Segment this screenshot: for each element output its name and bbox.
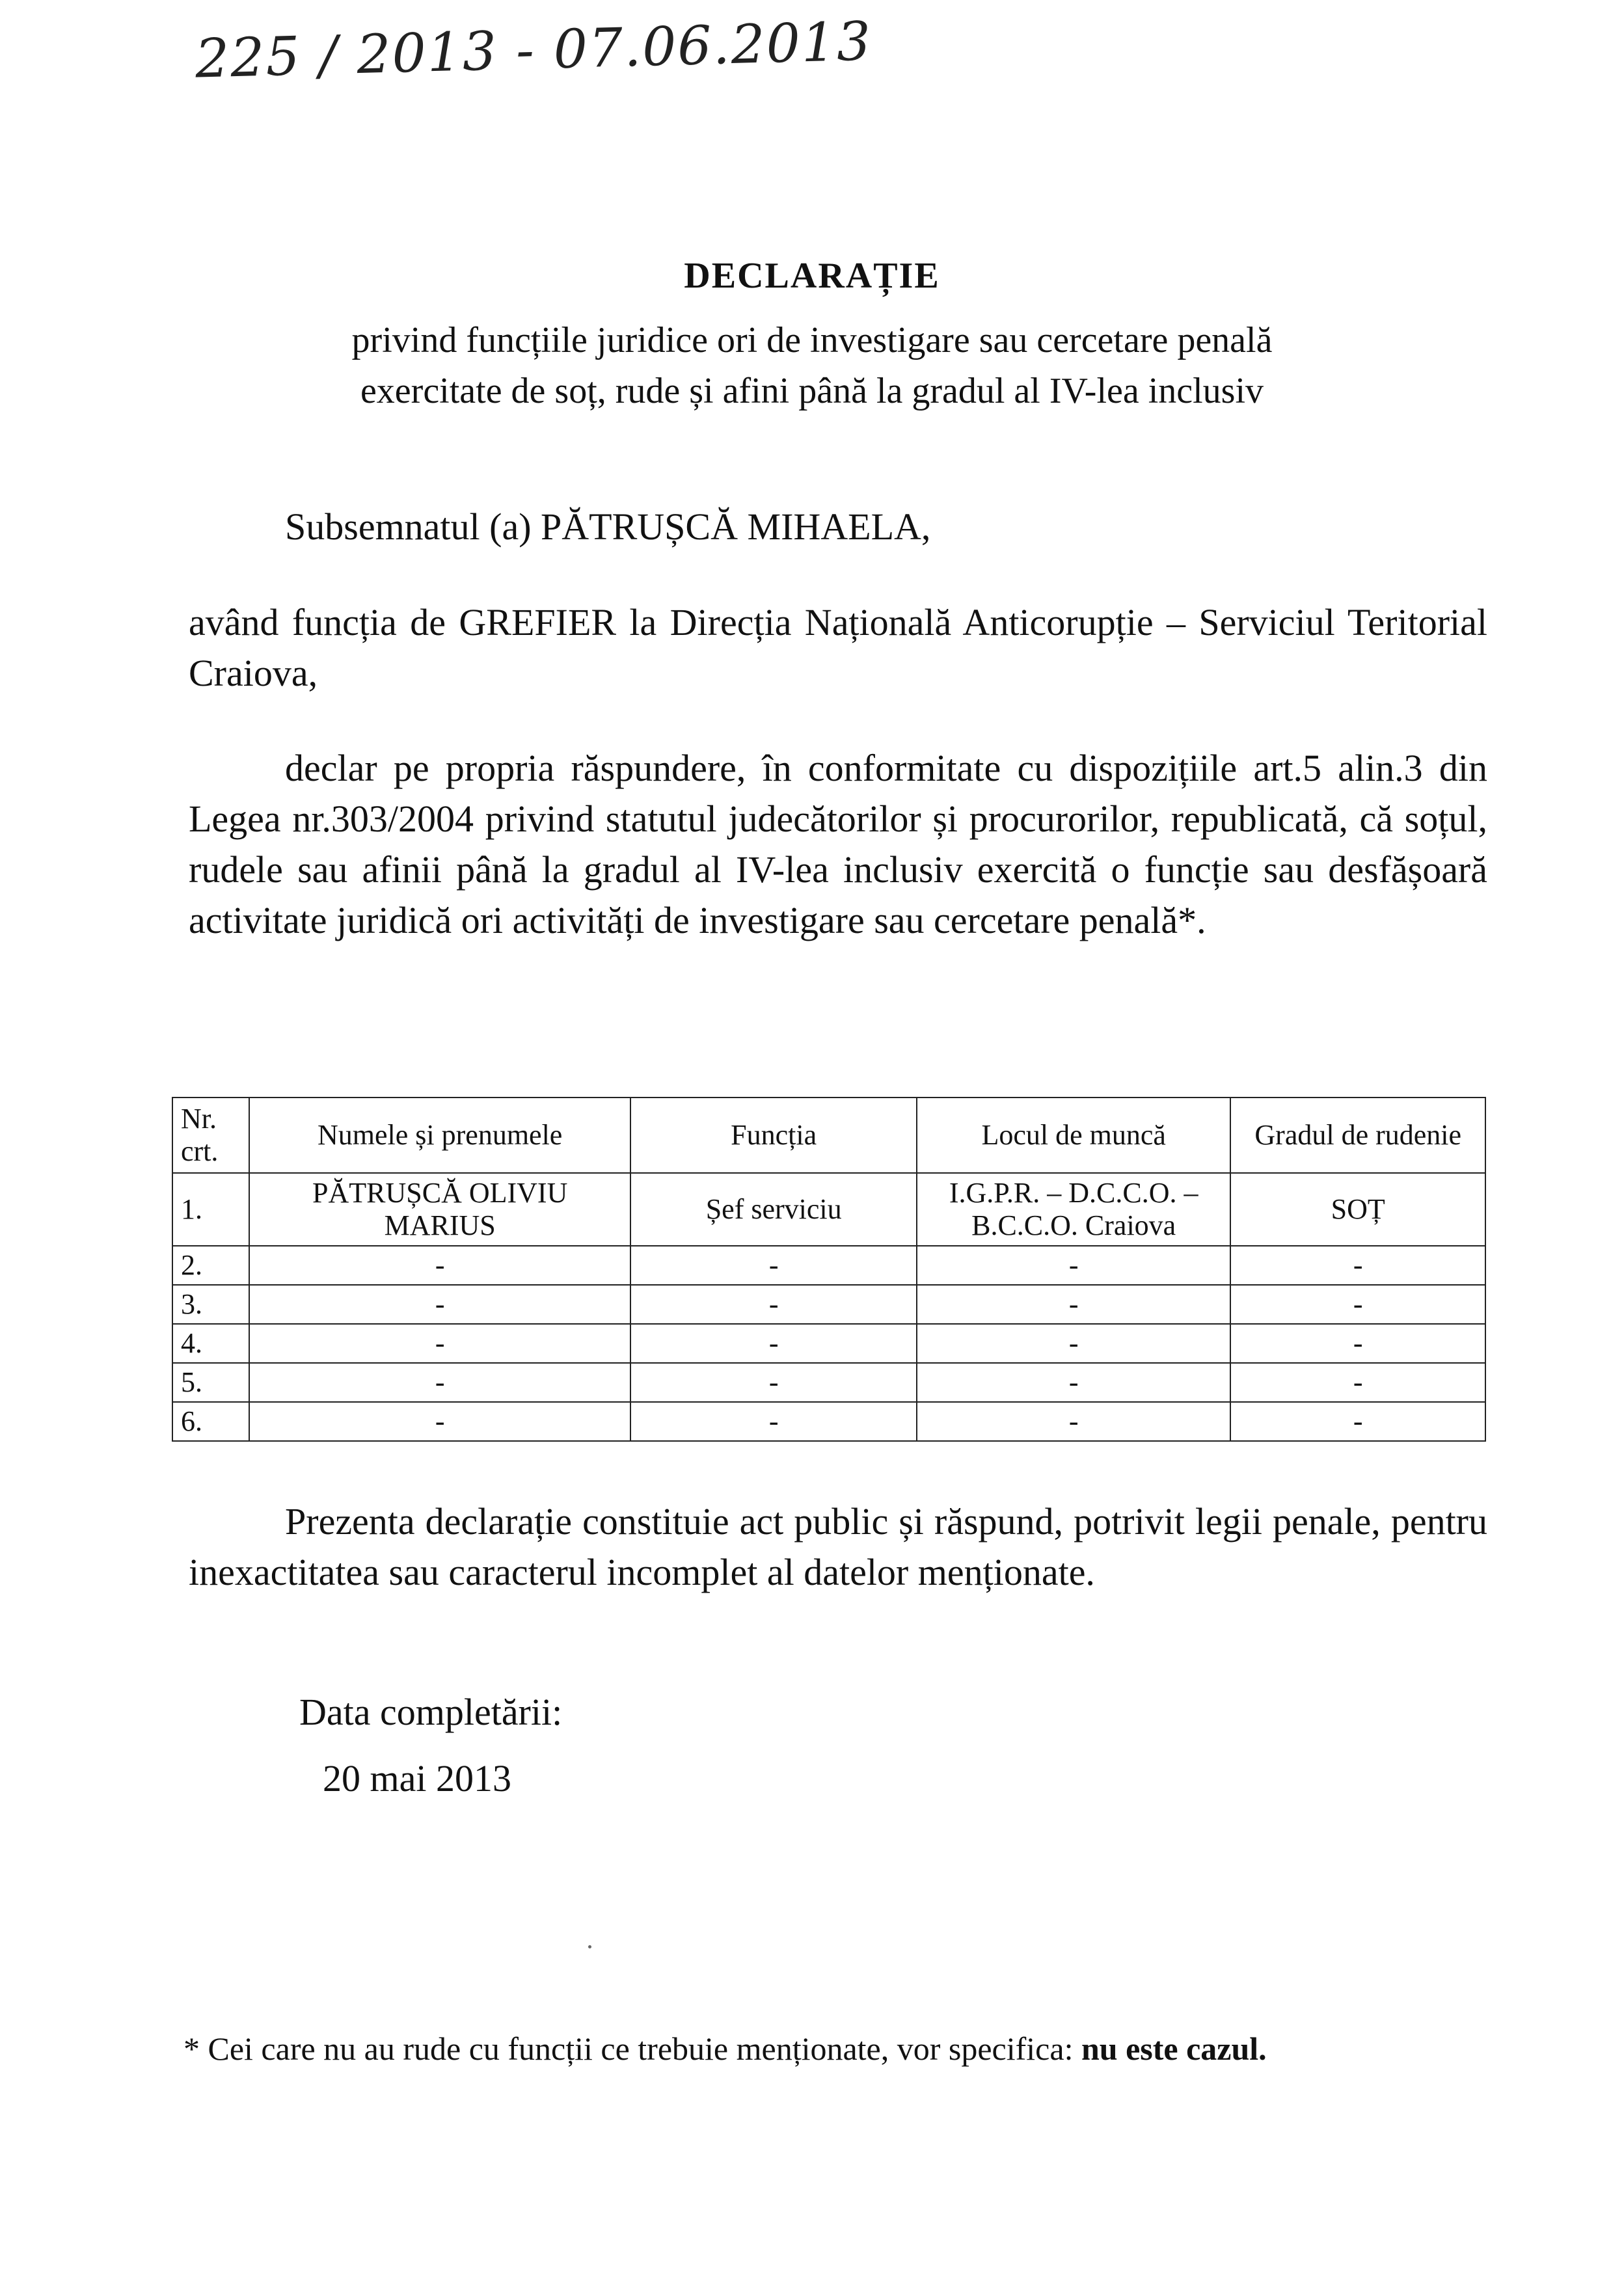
declaration-paragraph	[189, 743, 1487, 946]
table-row	[172, 1285, 1485, 1324]
header-name: Numele și prenumele	[249, 1098, 631, 1173]
table-row	[172, 1246, 1485, 1285]
cell-workplace: -	[917, 1285, 1231, 1324]
public-act-paragraph	[189, 1496, 1487, 1598]
function-paragraph: având funcția de GREFIER la Direcția Națională Anticorupție – Serviciul Teritorial Craiova,	[189, 601, 1487, 694]
document-title: DECLARAȚIE	[684, 256, 940, 296]
cell-name: -	[249, 1246, 631, 1285]
cell-nr: 2.	[172, 1246, 249, 1285]
cell-workplace: -	[917, 1363, 1231, 1402]
public-act-text: Prezenta declarație constituie act public și răspund, potrivit legii penale, pentru inexactitatea sau caracterul incomplet al datelor menționate.	[189, 1500, 1487, 1593]
cell-name: -	[249, 1402, 631, 1441]
cell-function: -	[630, 1246, 916, 1285]
table-row	[172, 1402, 1485, 1441]
cell-workplace: I.G.P.R. – D.C.C.O. – B.C.C.O. Craiova	[917, 1173, 1231, 1246]
date-value: 20 mai 2013	[323, 1757, 511, 1799]
cell-workplace: -	[917, 1402, 1231, 1441]
handwritten-registration-number: 225 / 2013 - 07.06.2013	[194, 10, 873, 90]
footnote-bold-text: nu este cazul.	[1081, 2030, 1267, 2067]
cell-function: Șef serviciu	[630, 1173, 916, 1246]
cell-name: -	[249, 1285, 631, 1324]
subtitle-line-2: exercitate de soț, rude și afini până la gradul al IV-lea inclusiv	[360, 371, 1264, 411]
footnote-text: * Cei care nu au rude cu funcții ce trebuie menționate, vor specifica:	[183, 2030, 1074, 2067]
stray-mark	[588, 1945, 591, 1948]
cell-function: -	[630, 1324, 916, 1363]
table-row	[172, 1173, 1485, 1246]
cell-function: -	[630, 1363, 916, 1402]
cell-degree: -	[1230, 1363, 1485, 1402]
cell-workplace: -	[917, 1324, 1231, 1363]
table-row	[172, 1363, 1485, 1402]
table-header-row	[172, 1098, 1485, 1173]
cell-name: -	[249, 1363, 631, 1402]
cell-function: -	[630, 1402, 916, 1441]
cell-degree: -	[1230, 1402, 1485, 1441]
table-row	[172, 1324, 1485, 1363]
cell-nr: 5.	[172, 1363, 249, 1402]
document-subtitle	[0, 315, 1624, 416]
cell-degree: -	[1230, 1324, 1485, 1363]
header-nr: Nr. crt.	[172, 1098, 249, 1173]
cell-name: -	[249, 1324, 631, 1363]
cell-function: -	[630, 1285, 916, 1324]
subtitle-line-1: privind funcțiile juridice ori de investigare sau cercetare penală	[351, 320, 1273, 360]
cell-nr: 6.	[172, 1402, 249, 1441]
cell-nr: 1.	[172, 1173, 249, 1246]
header-degree: Gradul de rudenie	[1230, 1098, 1485, 1173]
relatives-table	[172, 1097, 1486, 1442]
declaration-text: declar pe propria răspundere, în conformitate cu dispozițiile art.5 alin.3 din Legea nr.303/2004 privind statutul judecătorilor și procurorilor, republicată, că soțul, rudele sau afinii până la gradul al IV-lea inclusiv exercită o funcție sau desfășoară activitate juridică ori activități de investigare sau cercetare penală*.	[189, 747, 1487, 941]
header-workplace: Locul de muncă	[917, 1098, 1231, 1173]
header-function: Funcția	[630, 1098, 916, 1173]
cell-degree: -	[1230, 1246, 1485, 1285]
cell-workplace: -	[917, 1246, 1231, 1285]
cell-nr: 4.	[172, 1324, 249, 1363]
declarant-line: Subsemnatul (a) PĂTRUȘCĂ MIHAELA,	[285, 505, 931, 548]
date-label: Data completării:	[299, 1691, 563, 1733]
cell-name: PĂTRUȘCĂ OLIVIU MARIUS	[249, 1173, 631, 1246]
cell-degree: -	[1230, 1285, 1485, 1324]
footnote	[183, 2030, 1267, 2068]
cell-nr: 3.	[172, 1285, 249, 1324]
cell-degree: SOȚ	[1230, 1173, 1485, 1246]
